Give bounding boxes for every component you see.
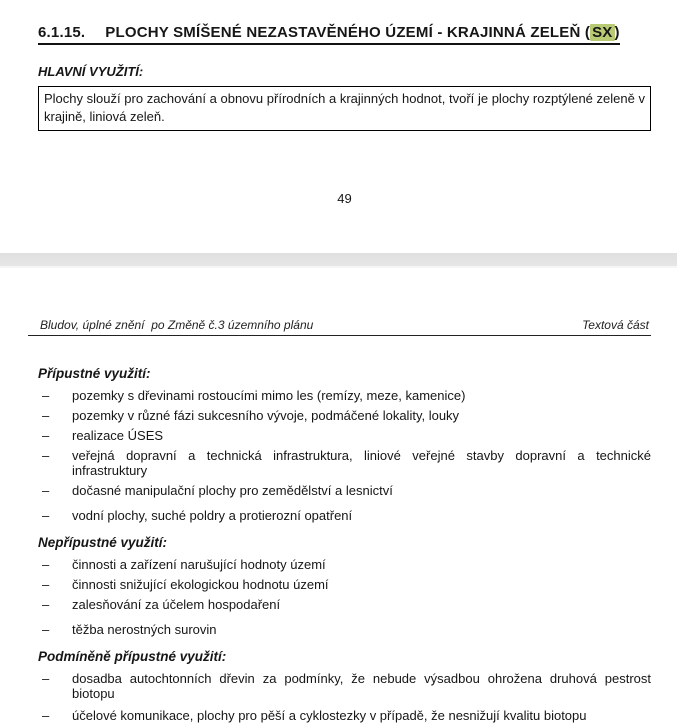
list-item	[38, 622, 651, 637]
running-header	[28, 318, 651, 336]
list-dash: –	[42, 622, 50, 637]
list-dash: –	[42, 483, 50, 498]
section-pripustne-vyuziti	[38, 366, 651, 523]
page-number: 49	[337, 191, 352, 206]
running-header-right: Textová část	[582, 318, 649, 332]
list-item-text: činnosti snižující ekologickou hodnotu území	[72, 577, 329, 592]
list-item-text: vodní plochy, suché poldry a protierozní opatření	[72, 508, 353, 523]
list-item	[38, 408, 651, 423]
page-title	[38, 8, 651, 45]
main-use-box: Plochy slouží pro zachování a obnovu přírodních a krajinných hodnot, tvoří je plochy rozptýlené zeleně v krajině, liniová zeleň.	[38, 86, 651, 131]
list-item-text: realizace ÚSES	[72, 428, 164, 443]
list-item-text: činnosti a zařízení narušující hodnoty území	[72, 557, 326, 572]
section-heading: Přípustné využití:	[38, 366, 151, 381]
list-dash: –	[42, 708, 50, 723]
list-item-text: pozemky s dřevinami rostoucími mimo les (remízy, meze, kamenice)	[72, 388, 466, 403]
list-dash: –	[42, 557, 50, 572]
list-dash: –	[42, 388, 50, 403]
list-item	[38, 483, 651, 498]
list-item-text: pozemky v různé fázi sukcesního vývoje, podmáčené lokality, louky	[72, 408, 460, 423]
running-header-left: Bludov, úplné znění po Změně č.3 územního plánu	[40, 318, 314, 332]
list-item	[38, 508, 651, 523]
title-suffix: )	[614, 24, 620, 41]
list-dash: –	[42, 508, 50, 523]
list-item	[38, 671, 651, 701]
list-item	[38, 557, 651, 572]
list-item-text: zalesňování za účelem hospodaření	[72, 597, 281, 612]
section-heading: Nepřípustné využití:	[38, 535, 168, 550]
list-item-text: veřejná dopravní a technická infrastruktura, liniové veřejné stavby dopravní a technické infrastruktury	[72, 448, 651, 478]
page-break-bar	[0, 253, 677, 268]
main-use-heading: HLAVNÍ VYUŽITÍ:	[38, 64, 144, 79]
list-item-text: účelové komunikace, plochy pro pěší a cyklostezky v případě, že nesnižují kvalitu biotopu	[72, 708, 587, 723]
section-heading: Podmíněně přípustné využití:	[38, 649, 227, 664]
section-nepripustne-vyuziti	[38, 535, 651, 637]
list-item	[38, 448, 651, 478]
section-podminene-pripustne-vyuziti	[38, 649, 651, 723]
list-item-text: těžba nerostných surovin	[72, 622, 217, 637]
list-dash: –	[42, 597, 50, 612]
zone-code-highlight: SX	[592, 24, 613, 41]
list-item	[38, 428, 651, 443]
list-dash: –	[42, 448, 50, 463]
list-dash: –	[42, 671, 50, 686]
list-item	[38, 597, 651, 612]
list-item	[38, 577, 651, 592]
list-dash: –	[42, 408, 50, 423]
list-item	[38, 388, 651, 403]
list-item	[38, 708, 651, 723]
list-item-text: dočasné manipulační plochy pro zemědělství a lesnictví	[72, 483, 393, 498]
list-dash: –	[42, 577, 50, 592]
title-text: PLOCHY SMÍŠENÉ NEZASTAVĚNÉHO ÚZEMÍ - KRAJINNÁ ZELEŇ (	[105, 24, 591, 41]
section-number: 6.1.15.	[38, 24, 86, 41]
list-dash: –	[42, 428, 50, 443]
list-item-text: dosadba autochtonních dřevin za podmínky, že nebude výsadbou ohrožena druhová pestrost biotopu	[72, 671, 651, 701]
